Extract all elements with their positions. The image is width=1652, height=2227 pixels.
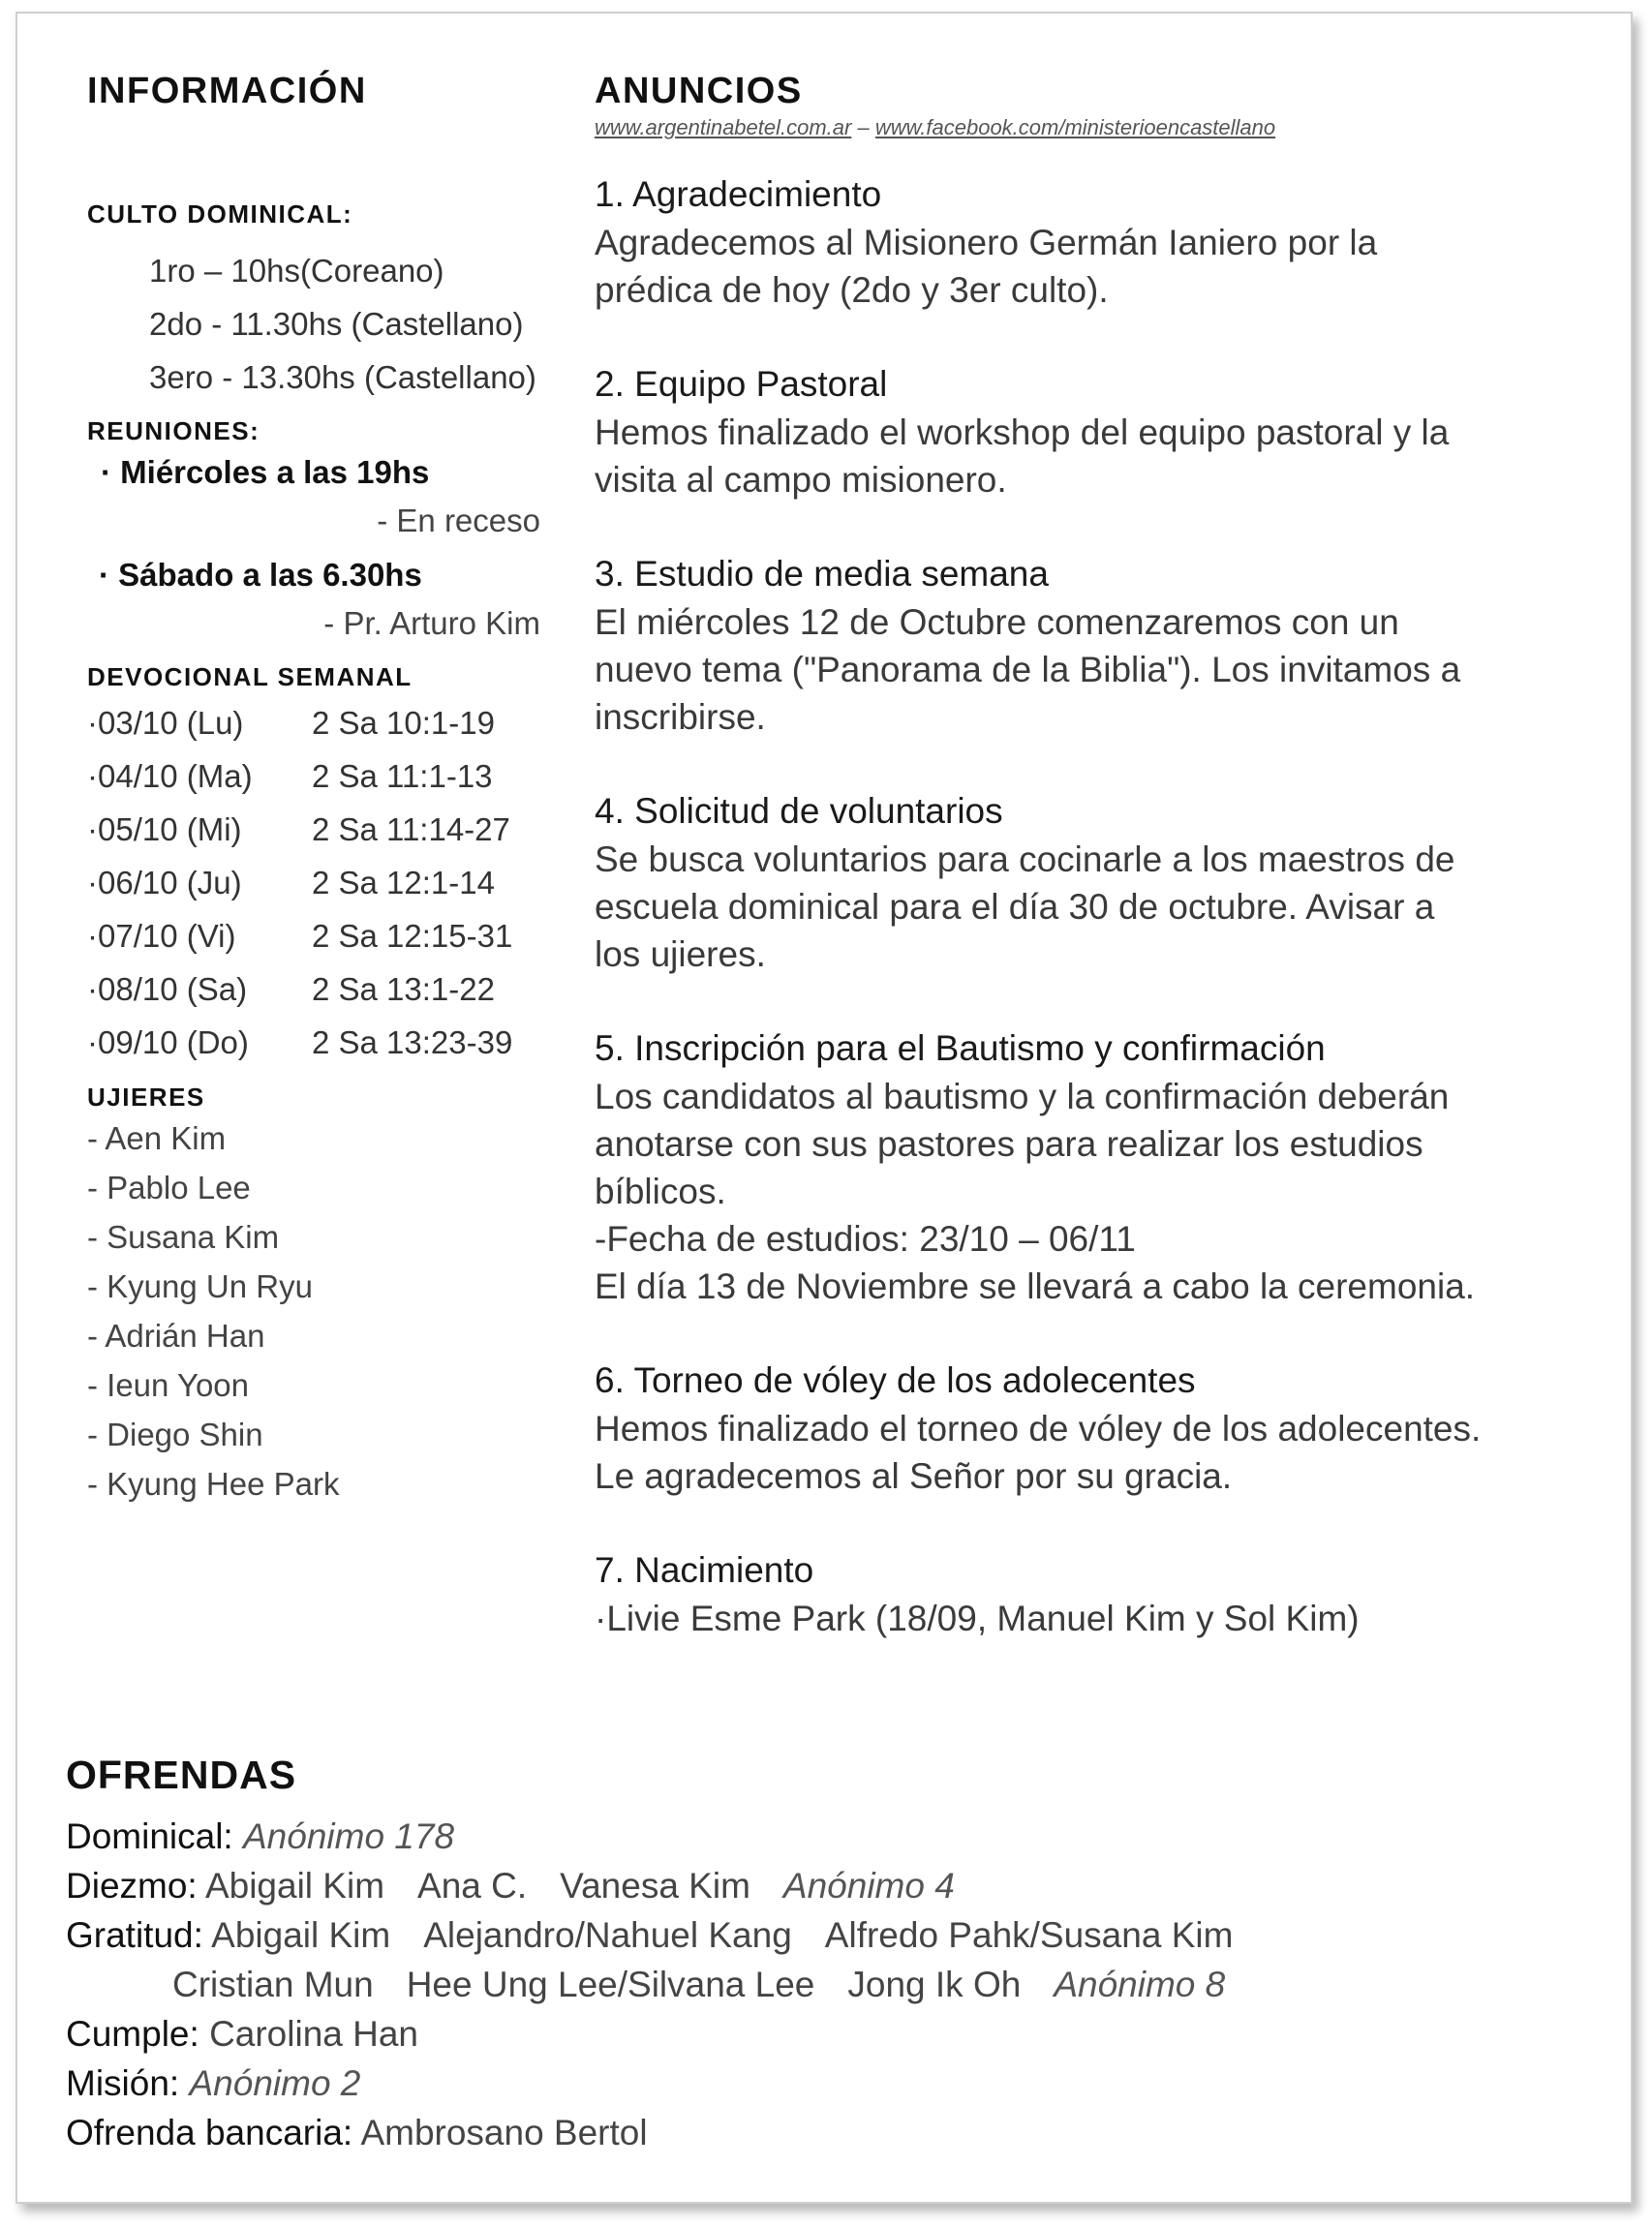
- ofrenda-mision: [66, 2059, 1576, 2108]
- devocional-heading: DEVOCIONAL SEMANAL: [87, 662, 413, 691]
- anuncio-line: inscribirse.: [595, 697, 766, 737]
- anuncios-links: [595, 114, 1563, 141]
- ofrenda-label: Dominical:: [66, 1816, 233, 1856]
- ofrenda-name: Abigail Kim: [204, 1866, 385, 1906]
- ofrenda-cumple: [66, 2009, 1576, 2059]
- reunion-title: · Sábado a las 6.30hs: [99, 557, 422, 593]
- anuncio-line: Se busca voluntarios para cocinarle a los maestros de: [595, 839, 1455, 879]
- anuncios-title: ANUNCIOS: [595, 71, 803, 111]
- anuncio-item: [595, 1357, 1563, 1500]
- anuncio-line: -Fecha de estudios: 23/10 – 06/11: [595, 1219, 1136, 1259]
- culto-item: 2do - 11.30hs (Castellano): [149, 306, 524, 342]
- anuncio-line: escuela dominical para el día 30 de octubre. Avisar a: [595, 887, 1435, 927]
- reunion-detail: - En receso: [377, 503, 540, 538]
- anuncios-column: [595, 70, 1563, 1689]
- devocional-row: [87, 1016, 552, 1069]
- ofrenda-name: Hee Ung Lee/Silvana Lee: [406, 1965, 815, 2004]
- reuniones-heading: REUNIONES:: [87, 416, 260, 445]
- ofrenda-name: Vanesa Kim: [560, 1866, 750, 1906]
- devocional-date: ·06/10 (Ju): [87, 865, 242, 900]
- anuncio-title: 4. Solicitud de voluntarios: [595, 791, 1003, 831]
- devocional-date: ·05/10 (Mi): [87, 811, 242, 847]
- anuncio-title: 5. Inscripción para el Bautismo y confirmación: [595, 1028, 1326, 1068]
- ofrendas-section: [66, 1753, 1576, 2157]
- devocional-date: ·04/10 (Ma): [87, 758, 253, 794]
- ujier-item: - Diego Shin: [87, 1417, 263, 1452]
- anuncio-line: ·Livie Esme Park (18/09, Manuel Kim y Sol Kim): [595, 1599, 1360, 1638]
- culto-heading: CULTO DOMINICAL:: [87, 199, 353, 229]
- informacion-column: [87, 70, 552, 1509]
- ofrenda-label: Ofrenda bancaria:: [66, 2113, 353, 2152]
- ujier-item: - Pablo Lee: [87, 1170, 251, 1205]
- anuncio-line: El día 13 de Noviembre se llevará a cabo la ceremonia.: [595, 1266, 1476, 1306]
- facebook-link[interactable]: www.facebook.com/ministerioencastellano: [874, 115, 1276, 139]
- devocional-passage: 2 Sa 11:1-13: [312, 758, 493, 794]
- ofrenda-name: Ambrosano Bertol: [360, 2113, 648, 2152]
- culto-list: [87, 244, 552, 404]
- anuncio-title: 6. Torneo de vóley de los adolecentes: [595, 1360, 1196, 1400]
- anuncio-title: 1. Agradecimiento: [595, 174, 882, 214]
- devocional-date: ·03/10 (Lu): [87, 705, 244, 741]
- ofrenda-gratitud-cont: [66, 1960, 1576, 2009]
- culto-item: 1ro – 10hs(Coreano): [149, 253, 444, 289]
- ofrenda-dominical: [66, 1812, 1576, 1861]
- devocional-date: ·07/10 (Vi): [87, 918, 236, 954]
- anuncio-line: Agradecemos al Misionero Germán Ianiero por la: [595, 223, 1378, 262]
- ujier-item: - Kyung Hee Park: [87, 1466, 340, 1502]
- devocional-passage: 2 Sa 13:1-22: [312, 971, 495, 1007]
- devocional-row: [87, 803, 552, 856]
- devocional-date: ·08/10 (Sa): [87, 971, 248, 1007]
- ujier-item: - Susana Kim: [87, 1219, 280, 1255]
- ofrenda-name: Ana C.: [417, 1866, 528, 1906]
- informacion-title: INFORMACIÓN: [87, 71, 367, 111]
- devocional-passage: 2 Sa 12:15-31: [312, 918, 513, 954]
- anuncio-line: anotarse con sus pastores para realizar los estudios: [595, 1124, 1423, 1164]
- anuncio-item: [595, 1024, 1563, 1310]
- anuncio-line: visita al campo misionero.: [595, 460, 1007, 500]
- ofrenda-gratitud: [66, 1910, 1576, 1960]
- anuncio-item: [595, 787, 1563, 978]
- ofrenda-name: Jong Ik Oh: [847, 1965, 1022, 2004]
- anuncio-line: Hemos finalizado el workshop del equipo pastoral y la: [595, 412, 1450, 452]
- ujieres-list: [87, 1114, 552, 1509]
- culto-item: 3ero - 13.30hs (Castellano): [149, 359, 536, 395]
- anuncio-title: 7. Nacimiento: [595, 1550, 814, 1590]
- website-link[interactable]: www.argentinabetel.com.ar: [595, 115, 852, 139]
- reunion-detail: - Pr. Arturo Kim: [323, 605, 540, 641]
- devocional-passage: 2 Sa 13:23-39: [312, 1024, 513, 1060]
- anuncio-line: nuevo tema ("Panorama de la Biblia"). Los invitamos a: [595, 650, 1461, 689]
- ujier-item: - Ieun Yoon: [87, 1367, 249, 1403]
- devocional-list: [87, 696, 552, 1069]
- anuncio-item: [595, 550, 1563, 741]
- anuncio-line: bíblicos.: [595, 1172, 726, 1211]
- devocional-row: [87, 749, 552, 803]
- ujier-item: - Aen Kim: [87, 1120, 227, 1156]
- ofrenda-label: Diezmo:: [66, 1866, 198, 1906]
- devocional-row: [87, 909, 552, 962]
- ofrenda-label: Misión:: [66, 2063, 180, 2103]
- ujier-item: - Adrián Han: [87, 1318, 265, 1354]
- anuncio-item: [595, 360, 1563, 503]
- anuncio-line: Le agradecemos al Señor por su gracia.: [595, 1456, 1233, 1496]
- devocional-row: [87, 856, 552, 909]
- ofrenda-name: Anónimo 8: [1054, 1965, 1226, 2004]
- anuncio-line: los ujieres.: [595, 934, 766, 974]
- anuncio-line: Hemos finalizado el torneo de vóley de los adolecentes.: [595, 1409, 1482, 1449]
- devocional-passage: 2 Sa 10:1-19: [312, 705, 495, 741]
- devocional-row: [87, 696, 552, 749]
- anuncio-line: prédica de hoy (2do y 3er culto).: [595, 270, 1109, 310]
- ofrendas-title: OFRENDAS: [66, 1753, 297, 1797]
- devocional-passage: 2 Sa 11:14-27: [312, 811, 510, 847]
- ofrenda-label: Gratitud:: [66, 1915, 203, 1955]
- anuncio-item: [595, 170, 1563, 314]
- link-separator: –: [851, 115, 875, 139]
- ofrenda-name: Anónimo 2: [189, 2063, 361, 2103]
- anuncio-line: Los candidatos al bautismo y la confirmación deberán: [595, 1077, 1450, 1116]
- ujier-item: - Kyung Un Ryu: [87, 1268, 313, 1304]
- ujieres-heading: UJIERES: [87, 1083, 205, 1112]
- ofrenda-bancaria: [66, 2108, 1576, 2157]
- devocional-row: [87, 962, 552, 1016]
- ofrenda-name: Alfredo Pahk/Susana Kim: [824, 1915, 1234, 1955]
- devocional-date: ·09/10 (Do): [87, 1024, 249, 1060]
- ofrenda-diezmo: [66, 1861, 1576, 1910]
- anuncio-title: 3. Estudio de media semana: [595, 554, 1049, 594]
- ofrenda-name: Carolina Han: [209, 2014, 419, 2054]
- ofrenda-name: Anónimo 4: [782, 1866, 955, 1906]
- ofrenda-name: Anónimo 178: [243, 1816, 455, 1856]
- reunion-title: · Miércoles a las 19hs: [101, 454, 430, 490]
- anuncio-title: 2. Equipo Pastoral: [595, 364, 888, 404]
- devocional-passage: 2 Sa 12:1-14: [312, 865, 495, 900]
- ofrenda-name: Cristian Mun: [172, 1965, 374, 2004]
- anuncios-list: [595, 170, 1563, 1642]
- ofrenda-name: Abigail Kim: [211, 1915, 391, 1955]
- anuncio-line: El miércoles 12 de Octubre comenzaremos con un: [595, 602, 1399, 642]
- ofrenda-name: Alejandro/Nahuel Kang: [423, 1915, 792, 1955]
- anuncio-item: [595, 1546, 1563, 1642]
- ofrenda-label: Cumple:: [66, 2014, 199, 2054]
